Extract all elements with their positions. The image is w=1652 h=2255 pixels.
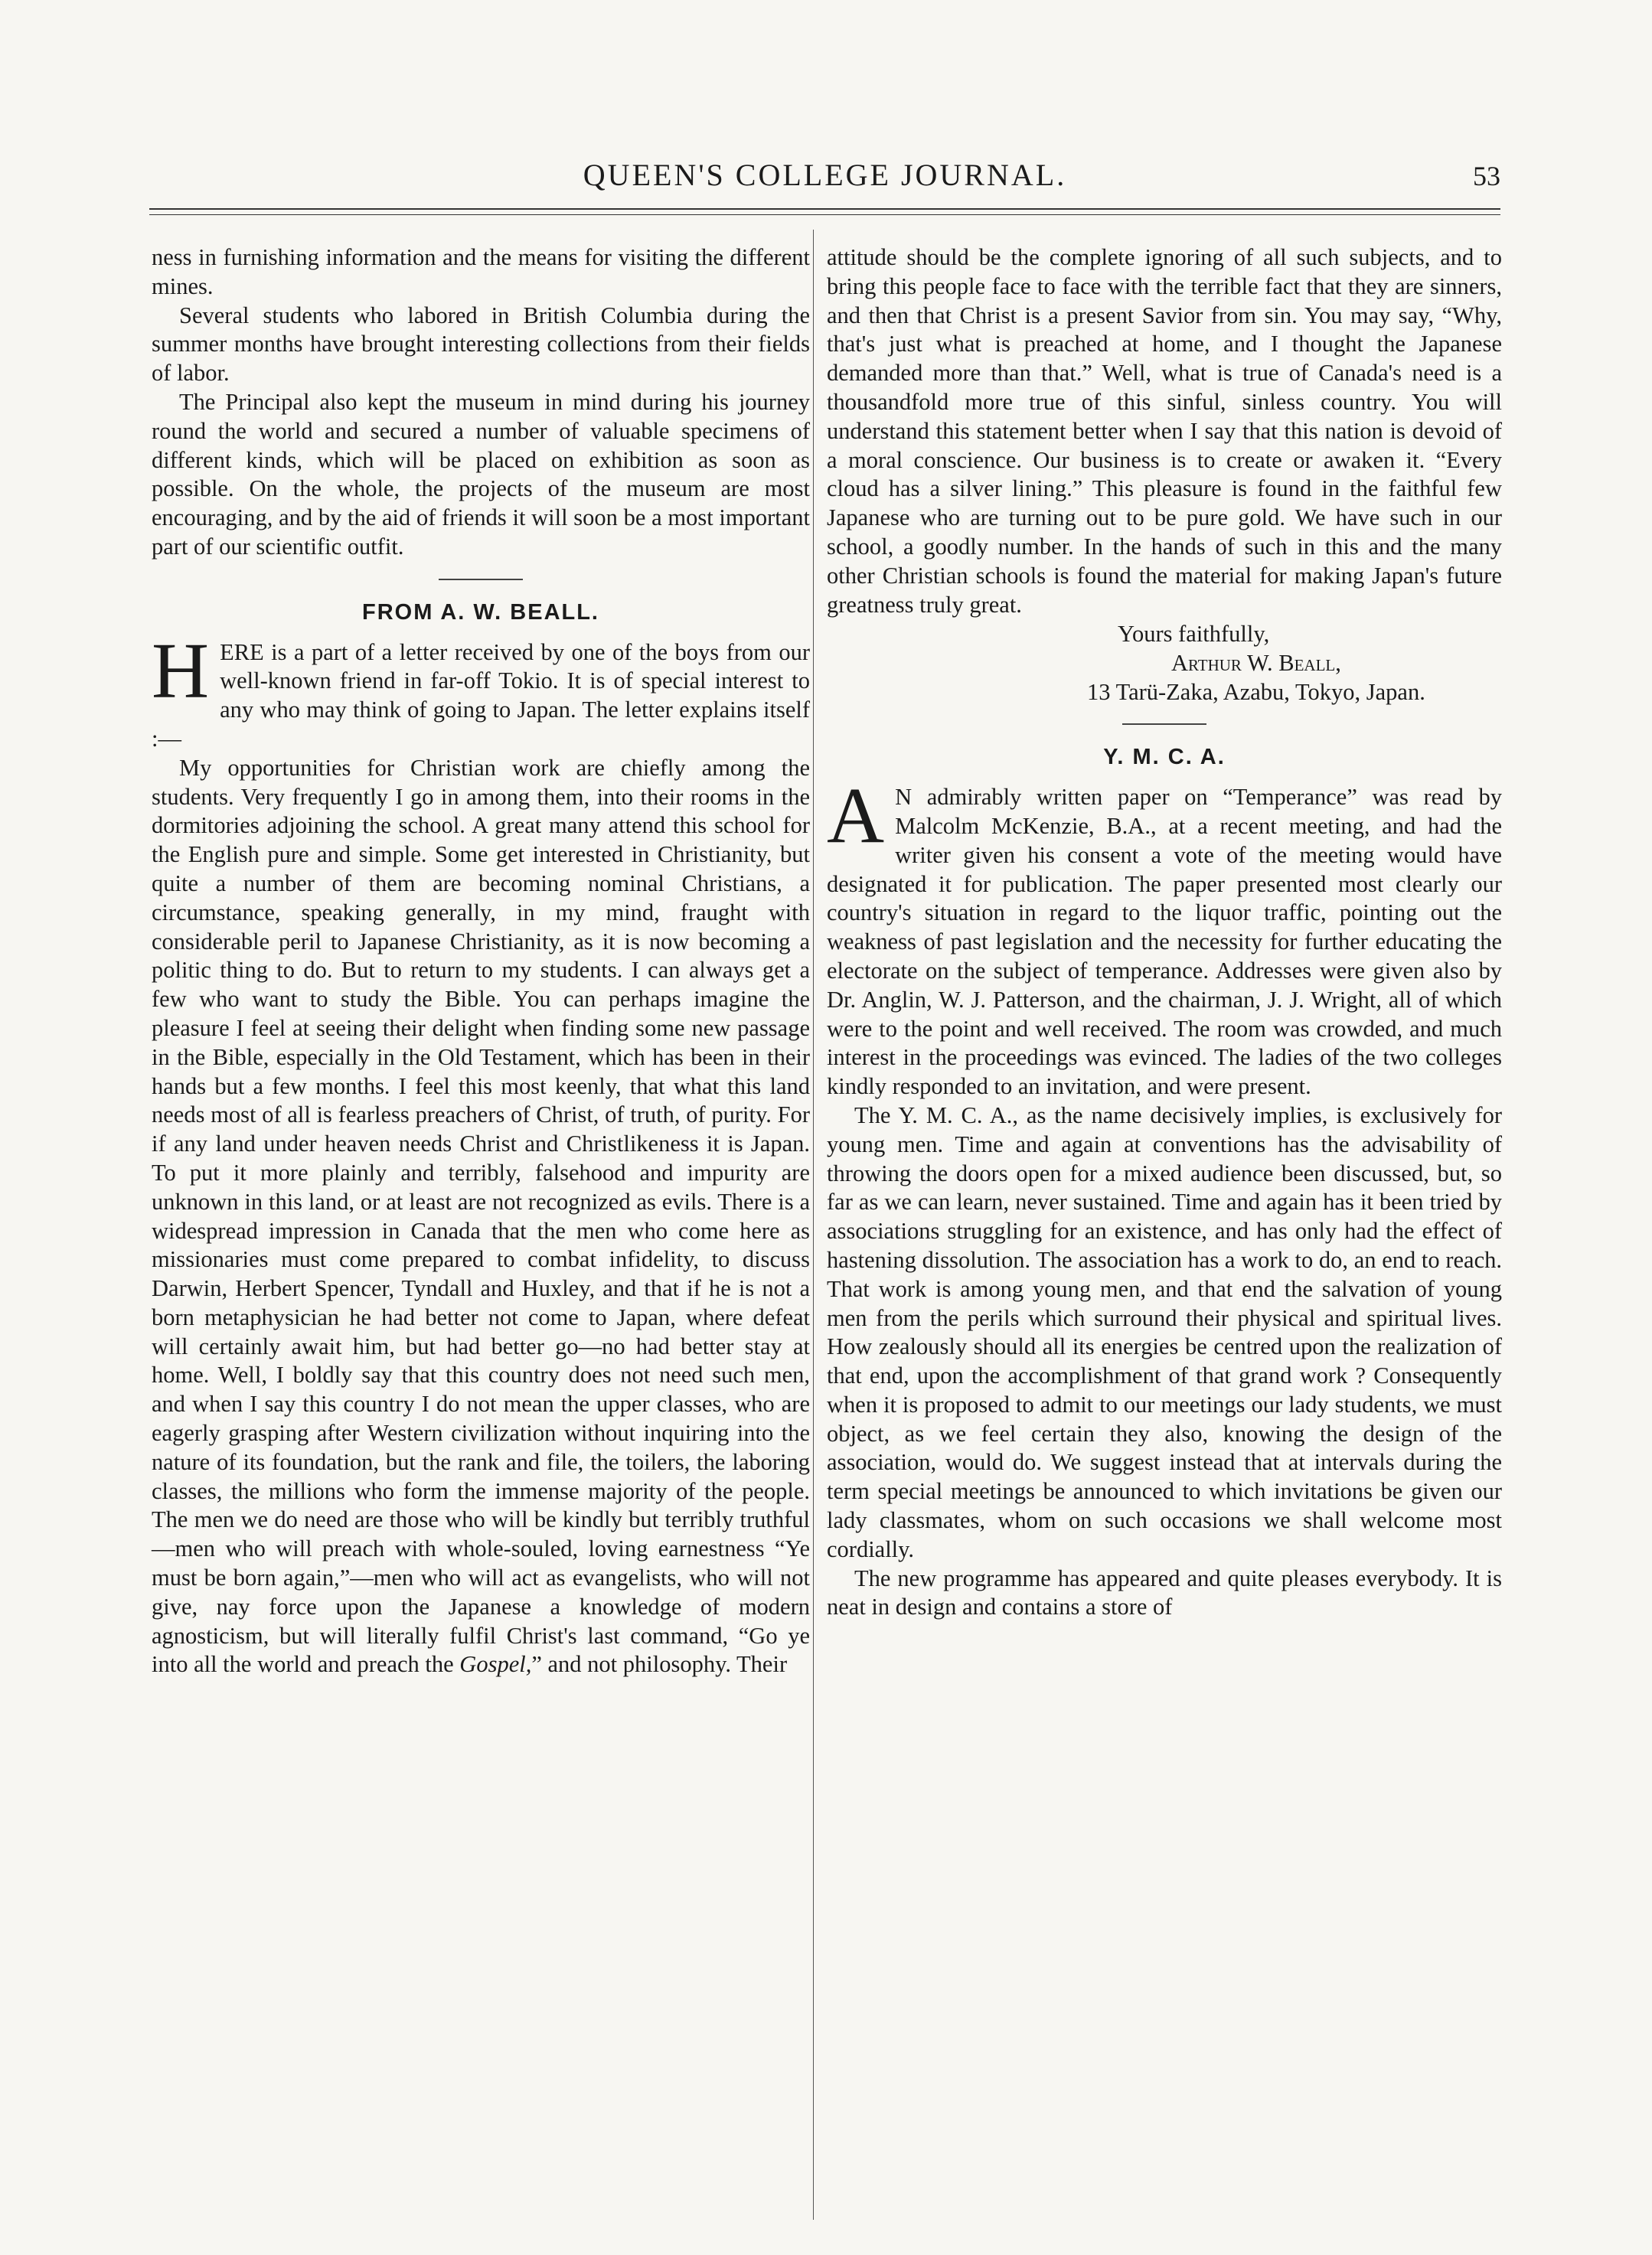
signoff-name: Arthur W. Beall, [1171, 650, 1341, 677]
page-header [149, 157, 1500, 203]
beall-letter-end: ” and not philosophy. Their [531, 1651, 788, 1678]
gospel-word: Gospel, [459, 1651, 532, 1678]
page-number: 53 [1473, 161, 1500, 191]
section-separator [1122, 723, 1206, 725]
signoff-address: 13 Tarü-Zaka, Azabu, Tokyo, Japan. [1087, 679, 1425, 706]
ymca-paragraph: The Y. M. C. A., as the name decisively implies, is exclusively for young men. Time and again at conventions has the advisability of throwing the doors open for a mixed audience been discussed, but, so far as we can learn, never sustained. Time and again has it been tried by associations struggling for an existence, and has only had the effect of hastening dissolution. The association has a work to do, an end to reach. That work is among young men, and that end the salvation of young men from the perils which surround their physical and spiritual lives. How zealously should all its energies be centred upon the realization of that end, upon the accomplishment of that grand work ? Consequently when it is proposed to admit to our meetings our lady students, we must object, as we feel certain they also, knowing the design of the association, would do. We suggest instead that at intervals during the term special meetings be announced to which invitations be given our lady classmates, whom on such occasions we shall welcome most cordially. [827, 1101, 1502, 1562]
museum-paragraph: The Principal also kept the museum in mind during his journey round the world and secured a number of valuable specimens of different kinds, which will be placed on exhibition as soon as possible. On the whole, the projects of the museum are most encouraging, and by the aid of friends it will soon be a most important part of our scientific outfit. [152, 388, 810, 560]
drop-cap: H [152, 626, 210, 715]
right-column [827, 243, 1502, 2203]
ymca-paragraph: The new programme has appeared and quite pleases everybody. It is neat in design and contains a store of [827, 1565, 1502, 1620]
beall-letter-continued: attitude should be the complete ignoring of all such subjects, and to bring this people face to face with the terrible fact that they are sinners, and then that Christ is a present Savior from sin. You may say, “Why, that's just what is preached at home, and I thought the Japanese demanded more than that.” Well, what is true of Canada's need is a thousandfold more true of this sinful, sinless country. You will understand this statement better when I say that this nation is devoid of a moral conscience. Our business is to create or awaken it. “Every cloud has a silver lining.” This pleasure is found in the faithful few Japanese who are turning out to be pure gold. We have such in our school, a goodly number. In the hands of such in this and the many other Christian schools is found the material for making Japan's future greatness truly great. [827, 244, 1502, 618]
drop-cap: A [827, 772, 885, 860]
beall-intro [152, 626, 810, 754]
beall-letter-text: My opportunities for Christian work are chiefly among the students. Very frequently I go in among them, into their rooms in the dormitories adjoining the school. A great many attend this school for the English pure and simple. Some get interested in Christianity, but quite a number of them are becoming nominal Christians, a circumstance, speaking generally, in my mind, fraught with considerable peril to Japanese Christianity, as it is now becoming a politic thing to do. But to return to my students. I can always get a few who want to study the Bible. You can perhaps imagine the pleasure I feel at seeing their delight when finding some new passage in the Bible, especially in the Old Testament, which has been in their hands but a few months. I feel this most keenly, that what this land needs most of all is fearless preachers of Christ, of truth, of purity. For if any land under heaven needs Christ and Christlikeness it is Japan. To put it more plainly and terribly, falsehood and impurity are unknown in this land, or at least are not recognized as evils. There is a widespread impression in Canada that the men who come here as missionaries must come prepared to combat infidelity, to discuss Darwin, Herbert Spencer, Tyndall and Huxley, and that if he is not a born metaphysician he had better not come to Japan, where defeat will certainly await him, but had better go—no had better stay at home. Well, I boldly say that this country does not need such men, and when I say this country I do not mean the upper classes, who are eagerly grasping after Western civilization without inquiring into the nature of its foundation, but the rank and file, the toilers, the laboring classes, the millions who form the immense majority of the people. The men we do need are those who will be kindly but terribly truthful—men who will preach with whole-souled, loving earnestness “Ye must be born again,”—men who will act as evangelists, who will not give, nay force upon the Japanese a knowledge of modern agnosticism, but will literally fulfil Christ's last command, “Go ye into all the world and preach the [152, 754, 810, 1678]
museum-paragraph: ness in furnishing information and the means for visiting the different mines. [152, 244, 810, 299]
signoff [827, 619, 1502, 707]
museum-paragraph: Several students who labored in British Columbia during the summer months have brought interesting collections from their fields of labor. [152, 302, 810, 387]
header-rule-thin [149, 214, 1500, 215]
beall-letter [152, 754, 810, 1680]
column-divider [813, 230, 814, 2220]
section-separator [439, 579, 523, 580]
journal-title: QUEEN'S COLLEGE JOURNAL. [583, 158, 1067, 192]
header-rule [149, 208, 1500, 210]
left-column [152, 243, 810, 2203]
beall-heading: FROM A. W. BEALL. [361, 599, 599, 625]
ymca-heading: Y. M. C. A. [1103, 745, 1226, 770]
ymca-paragraph-text: N admirably written paper on “Temperance” was read by Malcolm McKenzie, B.A., at a recent meeting, and had the writer given his consent a vote of the meeting would have designated it for publication. The paper presented most clearly our country's situation in regard to the liquor traffic, pointing out the weakness of past legislation and the necessity for further educating the electorate on the subject of temperance. Addresses were given also by Dr. Anglin, W. J. Patterson, and the chairman, J. J. Wright, all of which were to the point and well received. The room was crowded, and much interest in the proceedings was evinced. The ladies of the two colleges kindly responded to an invitation, and were present. [827, 784, 1502, 1100]
signoff-closing: Yours faithfully, [1118, 621, 1270, 648]
ymca-paragraph [827, 772, 1502, 1101]
beall-intro-text: ERE is a part of a letter received by one of the boys from our well-known friend in far-off Tokio. It is of special interest to any who may think of going to Japan. The letter explains itself :— [152, 638, 810, 752]
